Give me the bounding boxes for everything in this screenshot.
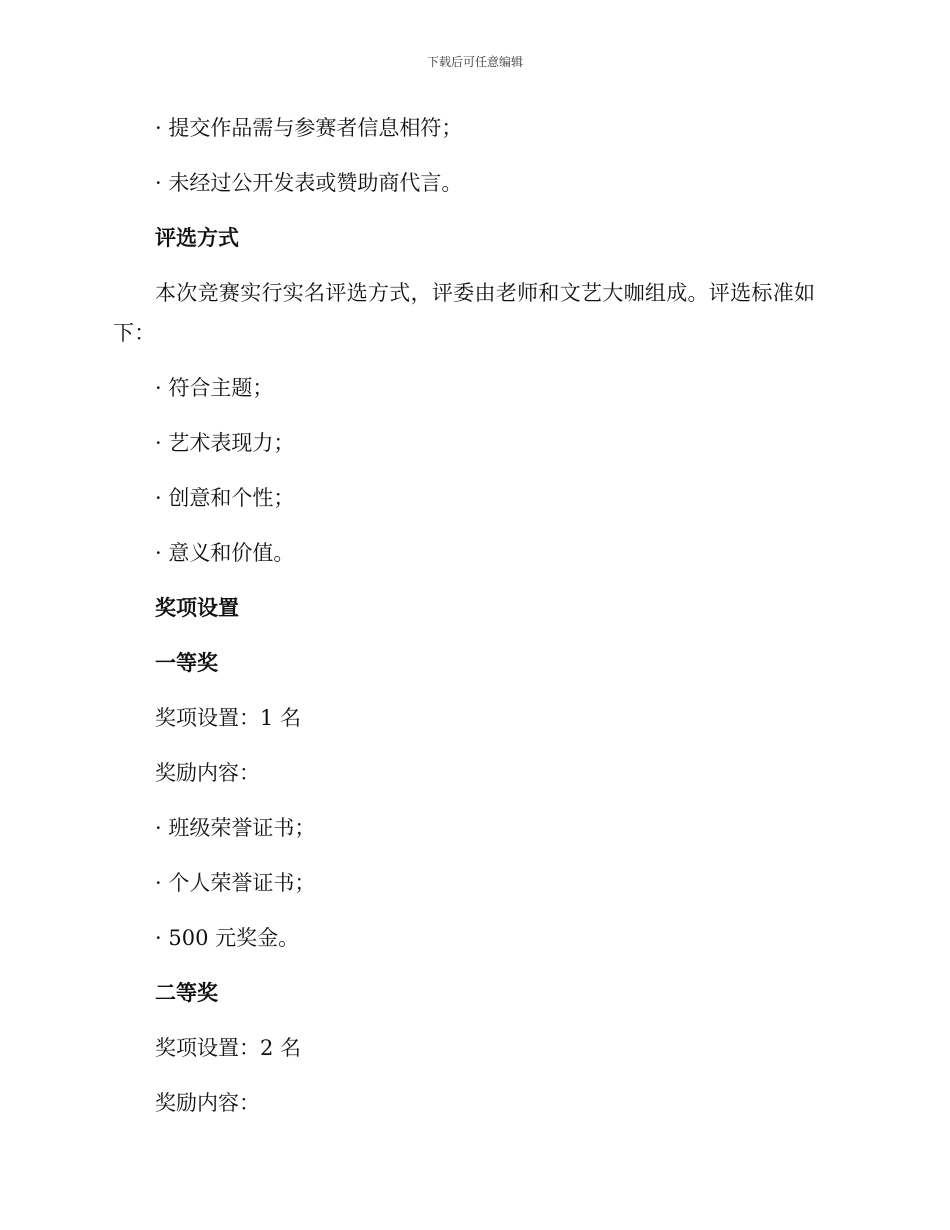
section-heading-awards: 奖项设置: [155, 595, 239, 620]
document-body: [113, 108, 833, 1138]
second-prize-count: 奖项设置：2 名: [155, 1036, 302, 1060]
first-prize-count: 奖项设置：1 名: [155, 706, 302, 730]
evaluation-description: 本次竞赛实行实名评选方式，评委由老师和文艺大咖组成。评选标准如下：: [113, 281, 816, 345]
first-prize-reward-personal-certificate: · 个人荣誉证书；: [155, 871, 316, 895]
first-prize-reward-class-certificate: · 班级荣誉证书；: [155, 816, 316, 840]
bullet-item-submission-match: · 提交作品需与参赛者信息相符；: [155, 116, 463, 140]
bullet-item-unpublished: · 未经过公开发表或赞助商代言。: [155, 171, 463, 195]
second-prize-reward-label: 奖励内容：: [155, 1091, 260, 1115]
award-heading-second-prize: 二等奖: [155, 980, 218, 1005]
first-prize-reward-label: 奖励内容：: [155, 761, 260, 785]
criteria-item-creativity: · 创意和个性；: [155, 486, 295, 510]
header-note: 下载后可任意编辑: [426, 55, 523, 69]
section-heading-evaluation-method: 评选方式: [155, 225, 239, 250]
criteria-item-value: · 意义和价值。: [155, 541, 295, 565]
criteria-item-expression: · 艺术表现力；: [155, 431, 295, 455]
award-heading-first-prize: 一等奖: [155, 650, 218, 675]
criteria-item-theme: · 符合主题；: [155, 376, 274, 400]
first-prize-reward-bonus: · 500 元奖金。: [155, 926, 300, 950]
